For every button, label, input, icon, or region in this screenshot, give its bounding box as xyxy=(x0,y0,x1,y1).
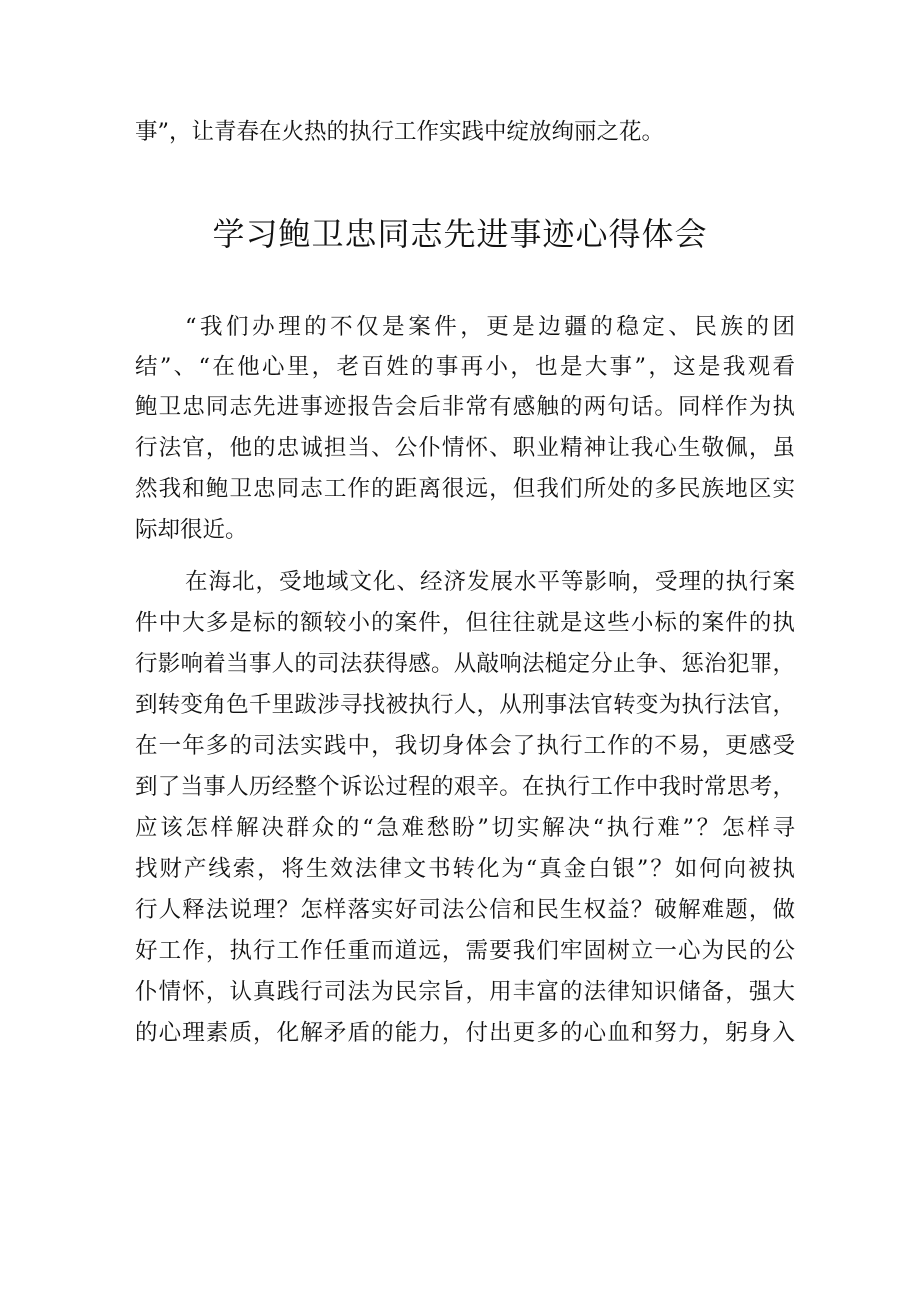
paragraph-line: 仆情怀，认真践行司法为民宗旨，用丰富的法律知识储备，强大 xyxy=(135,979,795,1005)
paragraph-line: 在海北，受地域文化、经济发展水平等影响，受理的执行案 xyxy=(185,569,795,595)
lead-line: 事”，让青春在火热的执行工作实践中绽放绚丽之花。 xyxy=(135,119,665,145)
paragraph-line: 际却很近。 xyxy=(135,517,248,543)
paragraph-line: 行影响着当事人的司法获得感。从敲响法槌定分止争、惩治犯罪， xyxy=(135,651,795,677)
page-title: 学习鲍卫忠同志先进事迹心得体会 xyxy=(212,215,708,253)
paragraph-line: 的心理素质，化解矛盾的能力，付出更多的心血和努力，躬身入 xyxy=(135,1020,795,1046)
paragraph-line: 行人释法说理？怎样落实好司法公信和民生权益？破解难题，做 xyxy=(135,897,795,923)
paragraph-line: 到转变角色千里跋涉寻找被执行人，从刑事法官转变为执行法官， xyxy=(135,692,795,718)
paragraph-line: “我们办理的不仅是案件，更是边疆的稳定、民族的团 xyxy=(185,314,795,340)
paragraph-line: 件中大多是标的额较小的案件，但往往就是这些小标的案件的执 xyxy=(135,610,795,636)
paragraph-line: 好工作，执行工作任重而道远，需要我们牢固树立一心为民的公 xyxy=(135,938,795,964)
paragraph-line: 然我和鲍卫忠同志工作的距离很远，但我们所处的多民族地区实 xyxy=(135,476,795,502)
paragraph-line: 到了当事人历经整个诉讼过程的艰辛。在执行工作中我时常思考， xyxy=(135,774,795,800)
paragraph-line: 结”、“在他心里，老百姓的事再小，也是大事”，这是我观看 xyxy=(135,354,795,380)
paragraph-line: 找财产线索，将生效法律文书转化为“真金白银”？如何向被执 xyxy=(135,856,795,882)
paragraph-line: 鲍卫忠同志先进事迹报告会后非常有感触的两句话。同样作为执 xyxy=(135,394,795,420)
paragraph-line: 应该怎样解决群众的“急难愁盼”切实解决“执行难”？怎样寻 xyxy=(135,815,795,841)
paragraph-line: 行法官，他的忠诚担当、公仆情怀、职业精神让我心生敬佩，虽 xyxy=(135,435,795,461)
paragraph-line: 在一年多的司法实践中，我切身体会了执行工作的不易，更感受 xyxy=(135,733,795,759)
